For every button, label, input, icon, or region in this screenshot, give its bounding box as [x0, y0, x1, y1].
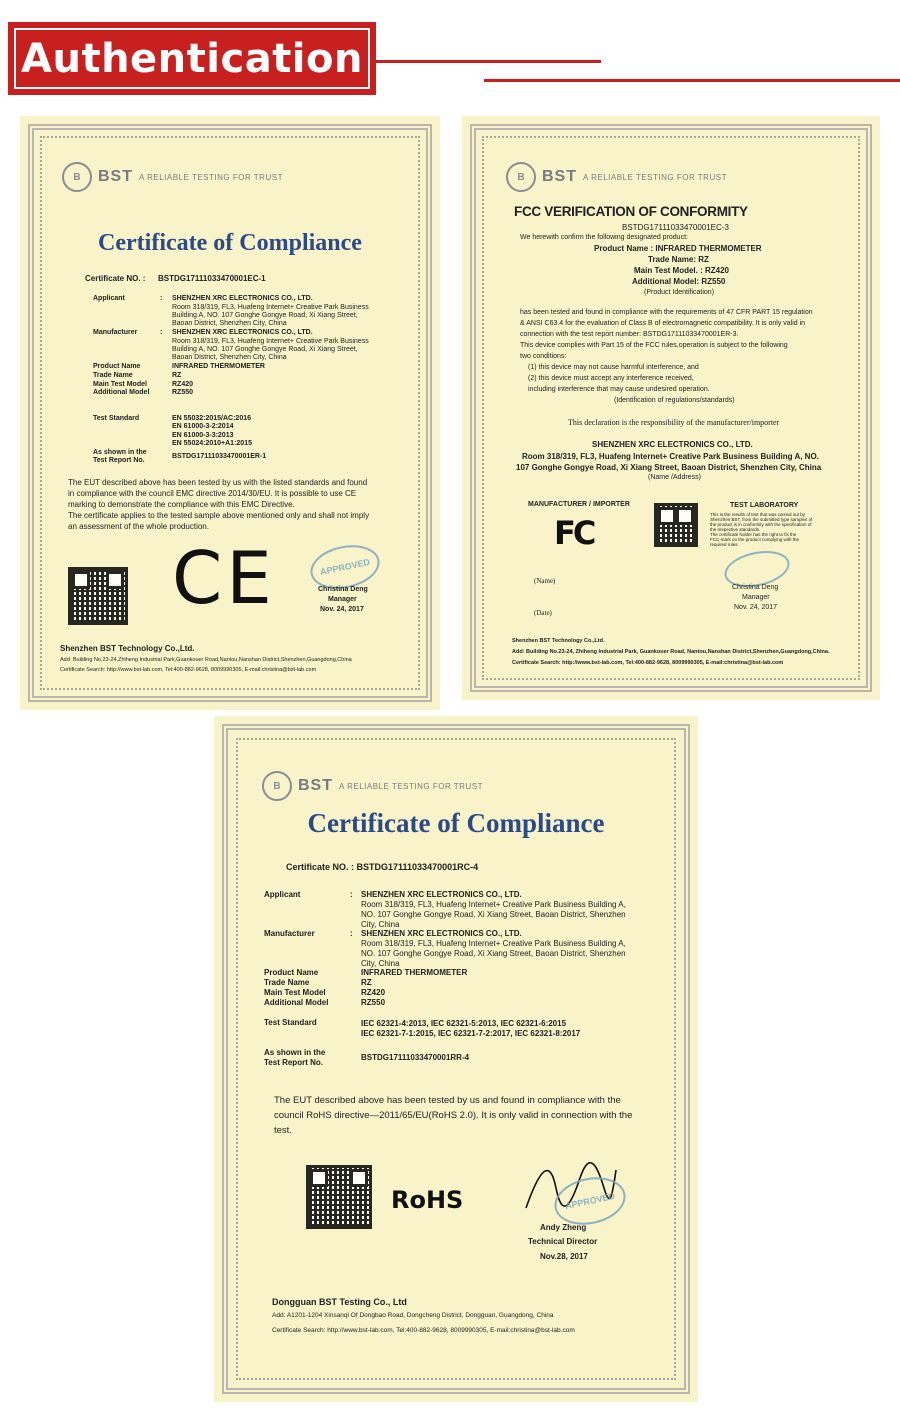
field-line: City, China — [361, 959, 400, 968]
signature-date: Nov. 24, 2017 — [734, 604, 778, 611]
field-colon: : — [350, 890, 353, 899]
product-label: Additional Model — [264, 998, 329, 1007]
field-line: Room 318/319, FL3, Huafeng Internet+ Creative Park Business Building A, — [361, 939, 626, 948]
certificate-title: FCC VERIFICATION OF CONFORMITY — [514, 204, 748, 219]
field-name: SHENZHEN XRC ELECTRONICS CO., LTD. — [361, 929, 522, 938]
field-line: NO. 107 Gonghe Gongye Road, Xi Xiang Street, Baoan District, Shenzhen — [361, 949, 626, 958]
product-line: Trade Name: RZ — [648, 255, 709, 264]
issuer-company: Shenzhen BST Technology Co.,Ltd. — [60, 644, 195, 653]
fcc-mark: FC — [554, 514, 594, 552]
declarant-address: 107 Gonghe Gongye Road, Xi Xiang Street, Baoan District, Shenzhen City, China — [516, 463, 822, 472]
body-line: has been tested and found in compliance with the requirements of 47 CFR PART 15 regulation — [520, 309, 813, 316]
lab-text-line: The certificate holder has the right to fix the — [710, 532, 797, 537]
date-label: (Date) — [534, 609, 552, 617]
signer-name: Christina Deng — [732, 584, 779, 591]
logo-tagline: A RELIABLE TESTING FOR TRUST — [339, 781, 483, 791]
product-value: RZ420 — [361, 988, 386, 997]
product-line: Main Test Model. : RZ420 — [634, 266, 729, 275]
qr-code — [68, 567, 128, 625]
field-line: Baoan District, Shenzhen City, China — [172, 320, 287, 327]
body-line: an assessment of the whole production. — [68, 522, 209, 531]
address-note: (Name /Address) — [648, 474, 701, 481]
body-line: marking to demonstrate the compliance with this EMC Directive. — [68, 500, 295, 509]
product-value: RZ550 — [172, 389, 194, 396]
standard-label: Test Standard — [93, 415, 140, 422]
approved-stamp: APPROVED — [306, 539, 383, 595]
product-label: Trade Name — [264, 978, 310, 987]
ce-certificate — [20, 116, 440, 710]
footer-address: Add: Building No.23-24, Zhiheng Industrial Park, Guankouer Road, Nantou,Nanshan District,Shenzhen,Guangdong,China. — [512, 649, 830, 655]
signer-name: Andy Zheng — [540, 1223, 587, 1232]
product-label: Main Test Model — [93, 381, 147, 388]
standard-item: IEC 62321-4:2013, IEC 62321-5:2013, IEC 62321-6:2015 — [361, 1019, 567, 1028]
product-line: Product Name : INFRARED THERMOMETER — [594, 244, 762, 253]
declaration-text: This declaration is the responsibility of the manufacturer/importer — [568, 418, 780, 427]
field-line: Room 318/319, FL3, Huafeng Internet+ Creative Park Business — [172, 338, 369, 345]
product-value: INFRARED THERMOMETER — [361, 968, 468, 977]
footer-search: Certificate Search: http://www.bst-lab.com, Tel:400-882-9628, 8009990305, E-mail:christina@bst-lab.com — [512, 660, 784, 666]
issuer-address: Add: Building No.23-24,Zhiheng Industrial Park,Guankouer Road,Nantou,Nanshan District,Shenzhen,Guangdong,China — [60, 657, 352, 663]
field-name: SHENZHEN XRC ELECTRONICS CO., LTD. — [361, 890, 522, 899]
report-label: Test Report No. — [264, 1058, 323, 1067]
logo-text: BST — [298, 777, 333, 794]
logo-text: BST — [98, 168, 133, 185]
rohs-certificate — [214, 716, 698, 1402]
product-label: Additional Model — [93, 389, 150, 396]
product-value: RZ — [172, 372, 182, 379]
footer-company: Shenzhen BST Technology Co.,Ltd. — [512, 638, 605, 644]
field-colon: : — [350, 929, 353, 938]
field-label: Applicant — [93, 295, 125, 302]
cert-no-value: BSTDG17111033470001EC-3 — [622, 223, 729, 232]
lab-label: TEST LABORATORY — [730, 502, 799, 509]
condition-line: including interference that may cause undesired operation. — [528, 386, 710, 393]
standard-item: EN 55024:2010+A1:2015 — [172, 440, 252, 447]
field-line: Building A, NO. 107 Gonghe Gongye Road, Xi Xiang Street, — [172, 346, 358, 353]
bst-logo — [506, 162, 727, 192]
signer-name: Christina Deng — [318, 586, 368, 593]
signer-title: Manager — [328, 596, 357, 603]
field-line: City, China — [361, 920, 400, 929]
body-line: The certificate applies to the tested sample above mentioned only and shall not imply — [68, 511, 370, 520]
report-number: BSTDG17111033470001RR-4 — [361, 1053, 470, 1062]
qr-code — [654, 503, 698, 547]
signature-date: Nov.28, 2017 — [540, 1252, 588, 1261]
standard-item: EN 55032:2015/AC:2016 — [172, 415, 251, 422]
field-label: Applicant — [264, 890, 301, 899]
lab-text-line: required rules. — [710, 542, 739, 547]
lab-text-line: FCC-mark on the product complying with the — [710, 537, 800, 542]
lab-text-line: the product is in conformity with the specification of — [710, 522, 812, 527]
issuer-company: Dongguan BST Testing Co., Ltd — [272, 1297, 407, 1307]
standard-item: EN 61000-3-2:2014 — [172, 423, 234, 430]
qr-code — [306, 1165, 372, 1229]
authentication-banner — [8, 22, 376, 95]
body-line: This device complies with Part 15 of the FCC rules,operation is subject to the following — [520, 342, 788, 349]
logo-tagline: A RELIABLE TESTING FOR TRUST — [139, 172, 283, 182]
lab-text-line: Shenzhen BST, from the submitted type samples of — [710, 517, 813, 522]
field-name: SHENZHEN XRC ELECTRONICS CO., LTD. — [172, 295, 313, 302]
certificate-title: Certificate of Compliance — [307, 808, 605, 838]
report-number: BSTDG17111033470001ER-1 — [172, 453, 267, 460]
logo-text: BST — [542, 168, 577, 185]
cert-no-value: BSTDG17111033470001EC-1 — [158, 274, 266, 283]
body-line: The EUT described above has been tested by us with the listed standards and found — [68, 478, 368, 487]
body-line: The EUT described above has been tested by us and found in compliance with the — [274, 1095, 621, 1106]
condition-line: (1) this device may not cause harmful interference, and — [528, 364, 699, 371]
body-line: two conditions: — [520, 353, 567, 360]
signature-date: Nov. 24, 2017 — [320, 606, 364, 613]
banner-line-top — [376, 60, 601, 63]
condition-line: (2) this device must accept any interference received, — [528, 375, 694, 382]
product-label: Product Name — [93, 363, 141, 370]
report-label: As shown in the — [264, 1048, 326, 1057]
declarant-address: Room 318/319, FL3, Huafeng Internet+ Creative Park Business Building A, NO. — [522, 452, 819, 461]
lab-text-line: the respective standards. — [710, 527, 761, 532]
body-line: test. — [274, 1125, 292, 1136]
standard-item: EN 61000-3-3:2013 — [172, 432, 234, 439]
product-value: INFRARED THERMOMETER — [172, 363, 265, 370]
certificate-search: Certificate Search: http://www.bst-lab.com, Tel:400-882-9628, 8009990305, E-mail:christina@bst-lab.com — [60, 667, 317, 673]
body-line: council RoHS directive—2011/65/EU(RoHS 2.0). It is only valid in connection with the — [274, 1110, 633, 1121]
product-label: Product Name — [264, 968, 319, 977]
ce-mark: CE — [172, 536, 276, 620]
field-label: Manufacturer — [93, 329, 138, 336]
product-label: Trade Name — [93, 372, 133, 379]
body-line: in compliance with the council EMC directive 2014/30/EU. It is possible to use CE — [68, 489, 357, 498]
field-colon: : — [160, 295, 163, 302]
body-line: & ANSI C63.4 for the evaluation of Class B of electromagnetic compatibility. It is only valid in — [520, 320, 806, 327]
bst-logo — [62, 162, 283, 192]
rohs-mark: RoHS — [391, 1186, 464, 1214]
bst-logo — [262, 771, 483, 801]
conditions-note: (Identification of regulations/standards) — [614, 397, 735, 404]
intro-text: We herewith confirm the following designated product: — [520, 234, 688, 241]
cert-no-value: Certificate NO. : BSTDG17111033470001RC-4 — [286, 862, 479, 872]
field-line: Baoan District, Shenzhen City, China — [172, 354, 287, 361]
report-label: As shown in the — [93, 449, 147, 456]
certificate-title: Certificate of Compliance — [98, 230, 362, 256]
certificate-search: Certificate Search: http://www.bst-lab.com, Tel:400-882-9628, 8009990305, E-mail:christina@bst-lab.com — [272, 1327, 575, 1334]
issuer-address: Add: A1201-1204 Xinsanqi Of Dongbao Road, Dongcheng District, Dongguan, Guangdong, China — [272, 1312, 554, 1319]
body-line: connection with the test report number: BSTDG17111033470001ER-3. — [520, 331, 739, 338]
product-value: RZ550 — [361, 998, 386, 1007]
logo-tagline: A RELIABLE TESTING FOR TRUST — [583, 172, 727, 182]
cert-no-label: Certificate NO. : — [85, 274, 146, 283]
banner-title: Authentication — [21, 35, 363, 82]
bst-emblem-icon: B — [62, 162, 92, 192]
standard-label: Test Standard — [264, 1018, 317, 1027]
product-value: RZ — [361, 978, 372, 987]
lab-text-line: This is the results of test that was carried out by — [710, 512, 806, 517]
product-label: Main Test Model — [264, 988, 326, 997]
field-label: Manufacturer — [264, 929, 315, 938]
field-name: SHENZHEN XRC ELECTRONICS CO., LTD. — [172, 329, 313, 336]
product-value: RZ420 — [172, 381, 194, 388]
banner-line-bottom — [484, 79, 900, 82]
declarant-company: SHENZHEN XRC ELECTRONICS CO., LTD. — [592, 440, 753, 449]
manufacturer-label: MANUFACTURER / IMPORTER — [528, 501, 630, 508]
approved-stamp: APPROVED — [550, 1171, 630, 1231]
report-label: Test Report No. — [93, 457, 145, 464]
fcc-certificate — [462, 116, 880, 700]
field-colon: : — [160, 329, 163, 336]
name-label: (Name) — [534, 577, 556, 585]
bst-emblem-icon: B — [506, 162, 536, 192]
product-line: Additional Model: RZ550 — [632, 277, 726, 286]
signer-title: Technical Director — [528, 1237, 598, 1246]
bst-emblem-icon: B — [262, 771, 292, 801]
signer-title: Manager — [742, 594, 770, 601]
field-line: NO. 107 Gonghe Gongye Road, Xi Xiang Street, Baoan District, Shenzhen — [361, 910, 626, 919]
standard-item: IEC 62321-7-1:2015, IEC 62321-7-2:2017, IEC 62321-8:2017 — [361, 1029, 581, 1038]
field-line: Building A, NO. 107 Gonghe Gongye Road, Xi Xiang Street, — [172, 312, 358, 319]
product-identification: (Product Identification) — [644, 289, 715, 296]
banner-frame — [14, 28, 370, 89]
field-line: Room 318/319, FL3, Huafeng Internet+ Creative Park Business Building A, — [361, 900, 626, 909]
field-line: Room 318/319, FL3, Huafeng Internet+ Creative Park Business — [172, 304, 369, 311]
